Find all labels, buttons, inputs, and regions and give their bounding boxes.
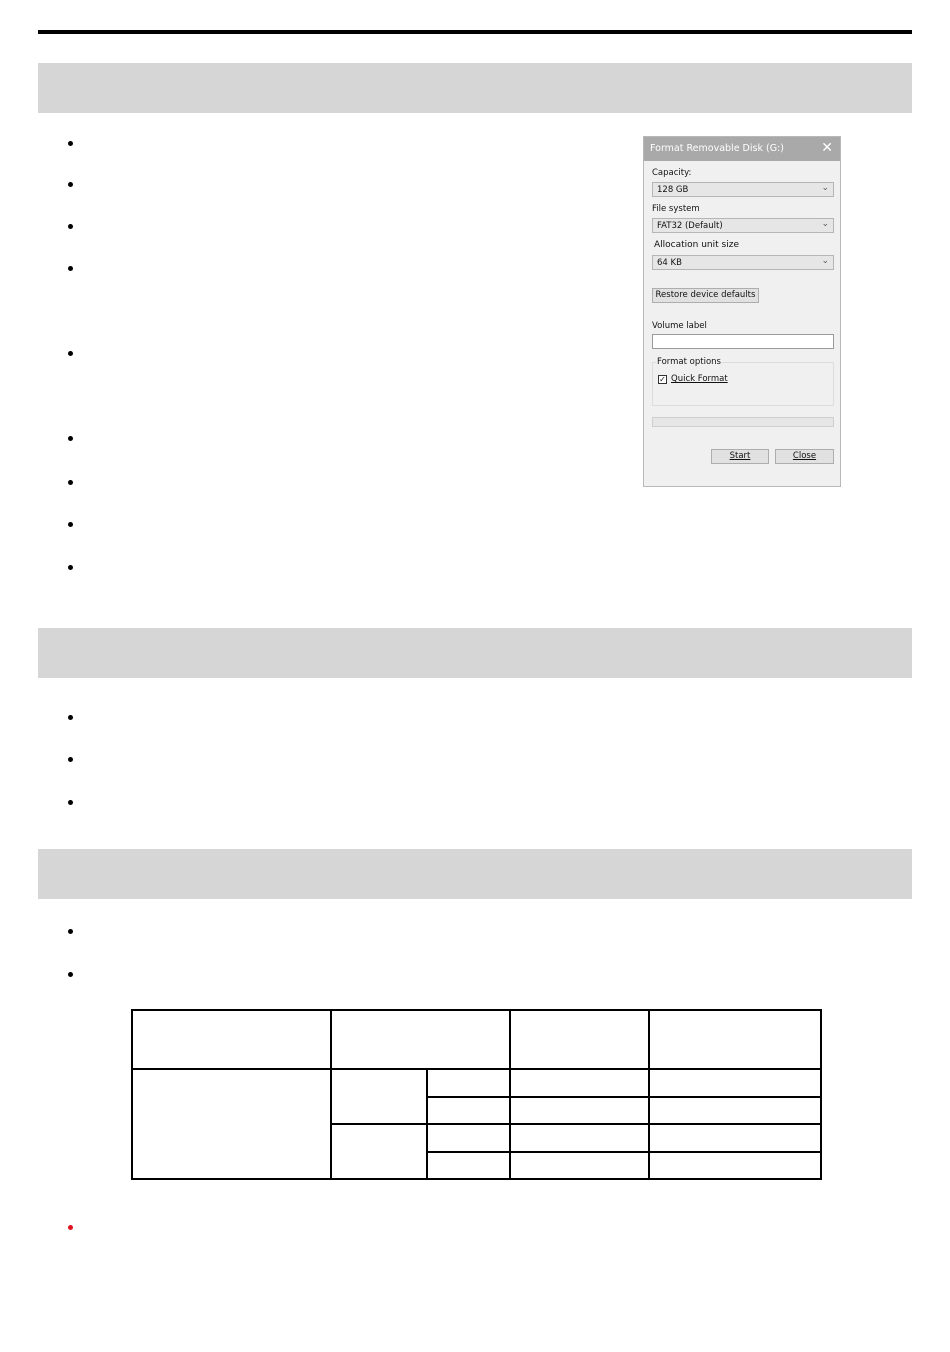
close-icon[interactable]: ✕ (821, 140, 833, 156)
allocation-label: Allocation unit size (654, 240, 739, 250)
table-border-top (131, 1009, 822, 1011)
quick-format-checkbox[interactable]: ✓ (659, 375, 666, 384)
section-header-3 (38, 849, 912, 899)
table-border-right (820, 1009, 822, 1180)
table-col-divider (330, 1009, 332, 1180)
dialog-title-bar (644, 137, 840, 161)
quick-format-text: Quick Format (671, 374, 728, 384)
file-system-select[interactable] (652, 218, 834, 233)
format-dialog (643, 136, 841, 487)
capacity-value: 128 GB (657, 185, 689, 195)
table-row-divider (426, 1151, 822, 1153)
chevron-down-icon: ⌄ (821, 183, 829, 193)
chevron-down-icon: ⌄ (821, 256, 829, 266)
section-header-2 (38, 628, 912, 678)
file-system-label: File system (652, 204, 700, 214)
format-options-label: Format options (657, 357, 721, 367)
volume-label: Volume label (652, 321, 707, 331)
top-rule (38, 30, 912, 34)
bullet (68, 565, 73, 570)
format-options-group (652, 362, 834, 406)
bullet (68, 522, 73, 527)
table-col-divider (648, 1009, 650, 1180)
bullet (68, 351, 73, 356)
bullet (68, 715, 73, 720)
table-header-divider (131, 1068, 822, 1070)
table-col-divider (509, 1009, 511, 1180)
bullet (68, 141, 73, 146)
note-bullet (68, 1225, 73, 1230)
table-border-left (131, 1009, 133, 1180)
start-button[interactable] (711, 449, 769, 464)
volume-label-input[interactable] (652, 334, 834, 349)
bullet (68, 757, 73, 762)
bullet (68, 436, 73, 441)
allocation-value: 64 KB (657, 258, 682, 268)
file-system-value: FAT32 (Default) (657, 221, 723, 231)
close-button-label: Close (792, 451, 817, 461)
close-button[interactable] (775, 449, 834, 464)
format-progress-bar (652, 417, 834, 427)
bullet (68, 800, 73, 805)
dialog-title: Format Removable Disk (G:) (650, 143, 784, 154)
table-row-divider (426, 1096, 822, 1098)
restore-defaults-button[interactable]: Restore device defaults (652, 288, 759, 303)
bullet (68, 972, 73, 977)
table-row-divider (330, 1123, 822, 1125)
allocation-select[interactable] (652, 255, 834, 270)
bullet (68, 480, 73, 485)
bullet (68, 182, 73, 187)
capacity-label: Capacity: (652, 168, 692, 178)
section-header-1 (38, 63, 912, 113)
table-col-divider (426, 1069, 428, 1180)
bullet (68, 266, 73, 271)
chevron-down-icon: ⌄ (821, 219, 829, 229)
quick-format-label (671, 374, 728, 384)
capacity-select[interactable] (652, 182, 834, 197)
bullet (68, 224, 73, 229)
table-border-bottom (131, 1178, 822, 1180)
bullet (68, 929, 73, 934)
start-button-label: Start (729, 451, 751, 461)
